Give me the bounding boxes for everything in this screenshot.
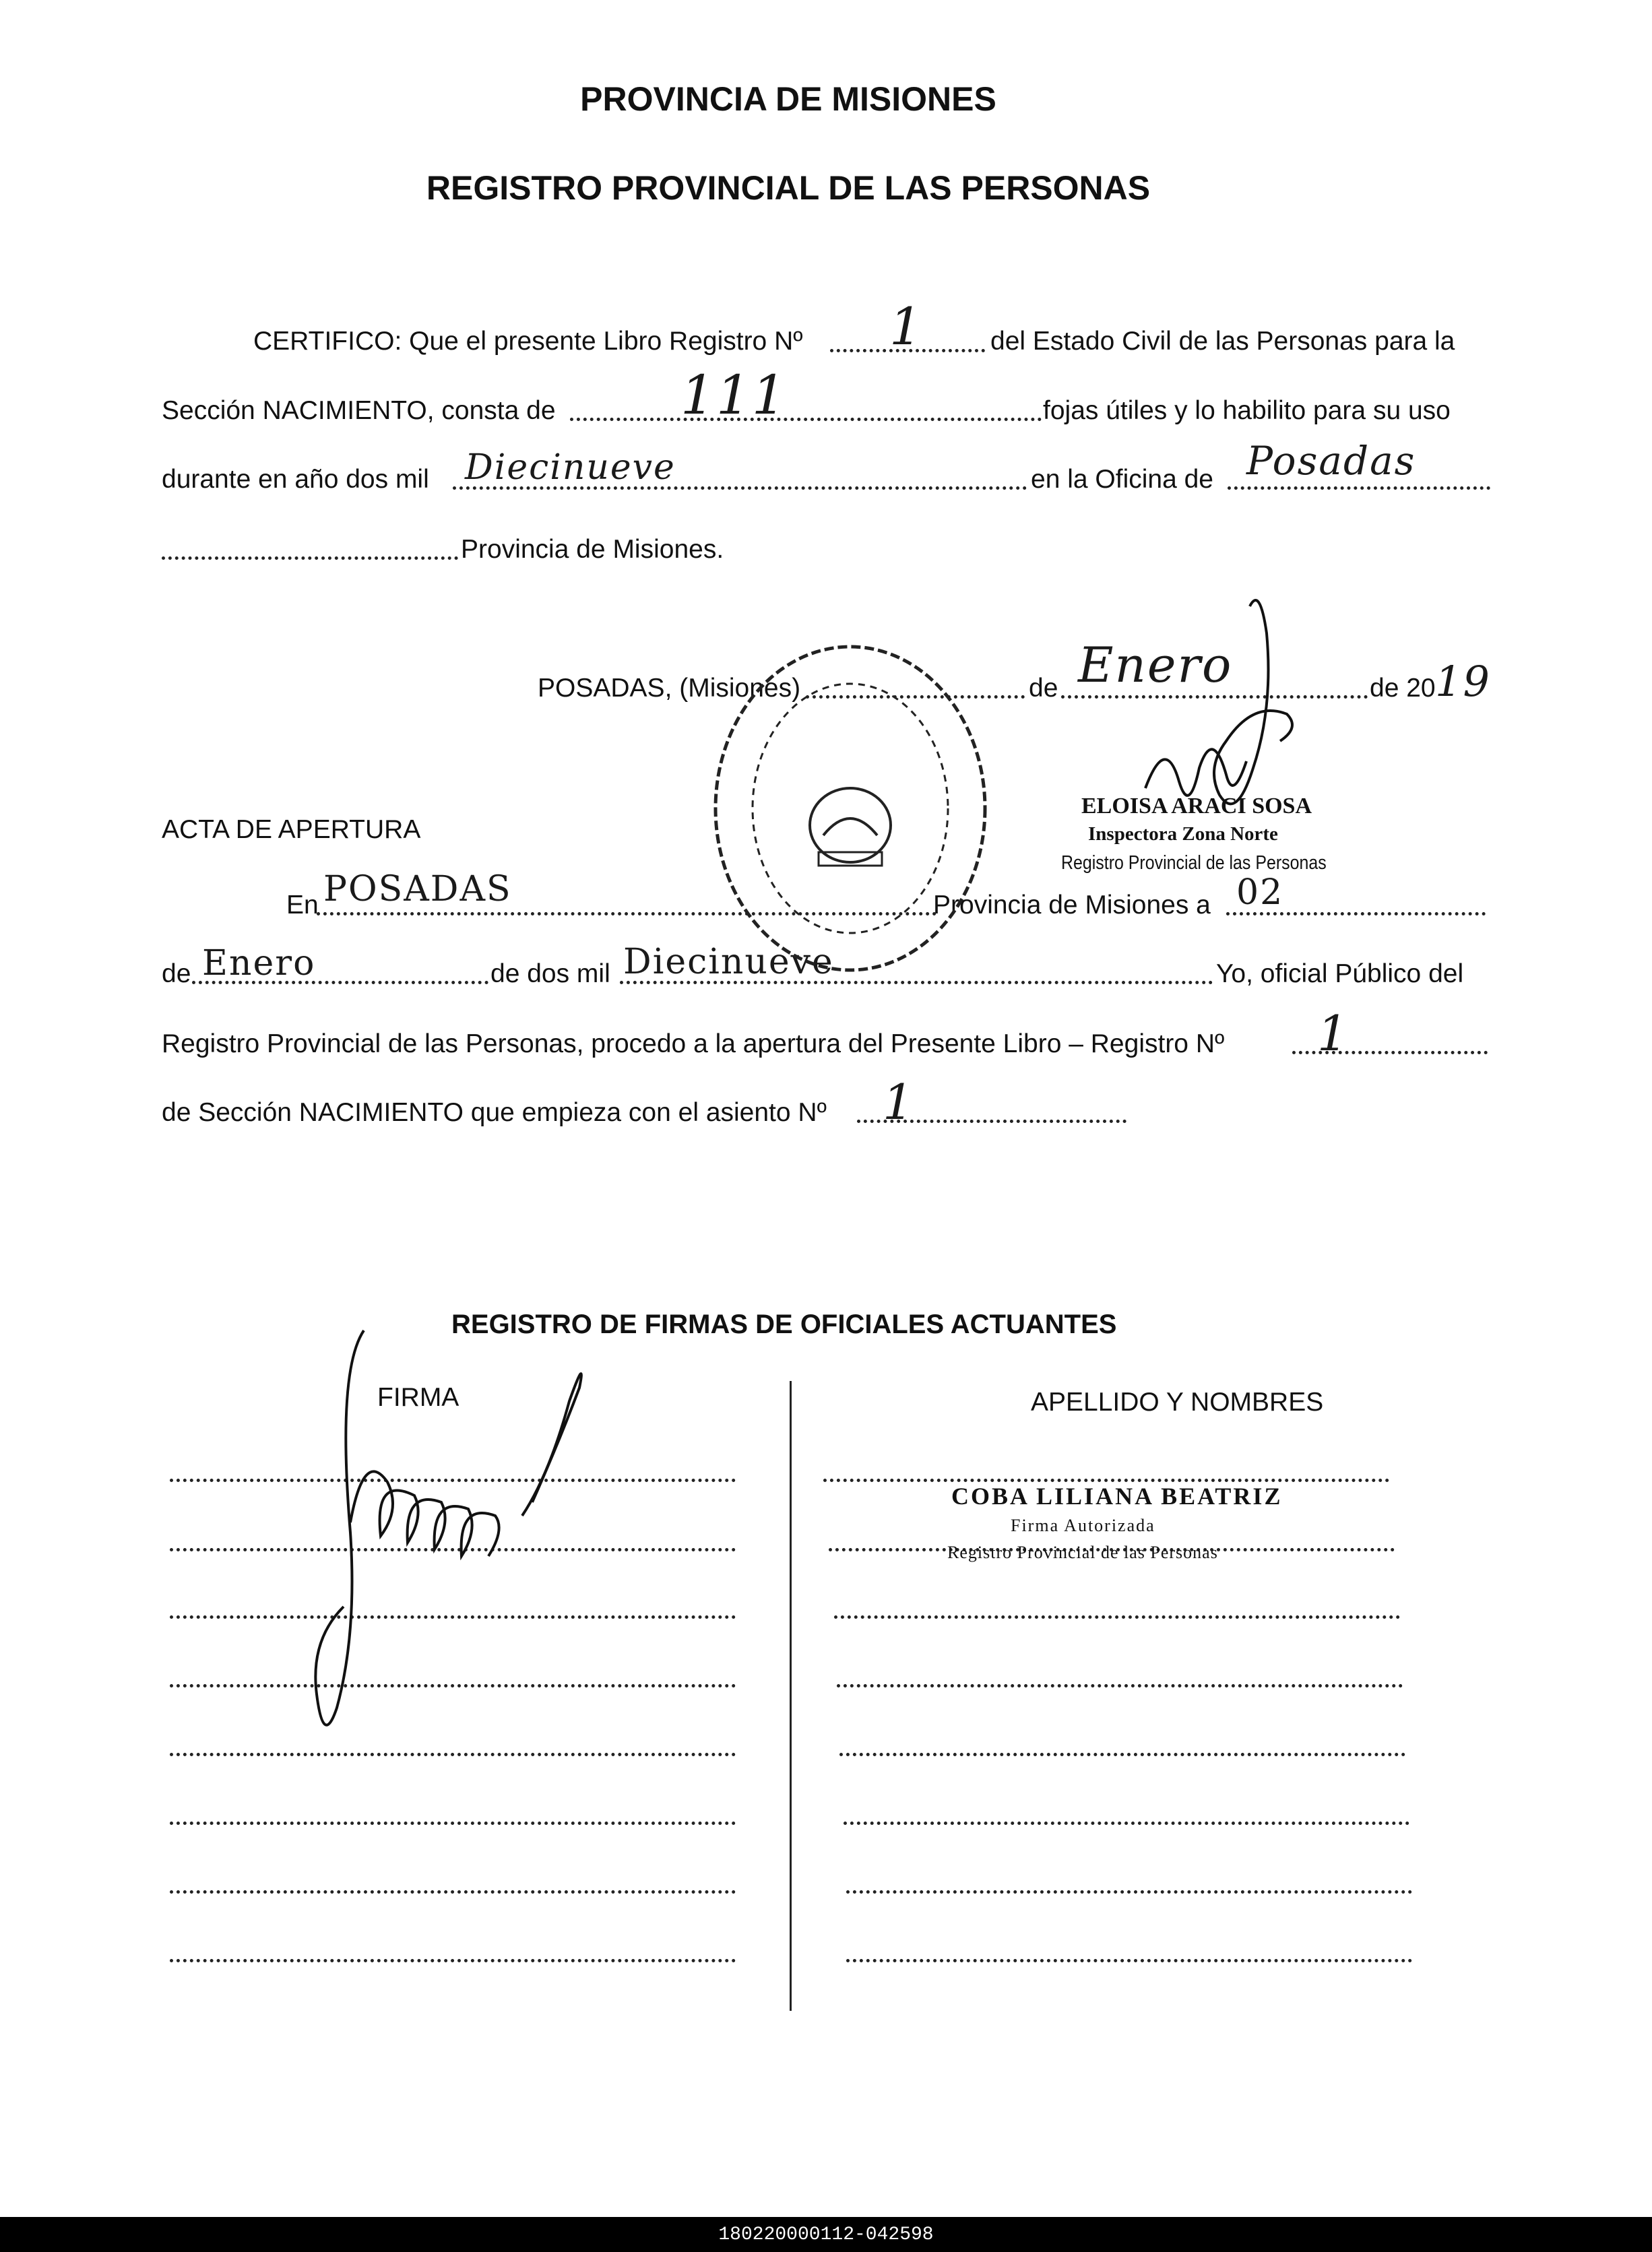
acta-anio: Diecinueve bbox=[623, 942, 834, 982]
inspector-stamp-role: Inspectora Zona Norte bbox=[1088, 823, 1278, 845]
cert-anio: Diecinueve bbox=[465, 447, 676, 488]
official-seal bbox=[716, 647, 985, 970]
cert-place: POSADAS, (Misiones) bbox=[538, 674, 801, 703]
acta-title: ACTA DE APERTURA bbox=[162, 815, 421, 844]
cert-anio-short: 19 bbox=[1435, 657, 1491, 706]
official-stamp-name: COBA LILIANA BEATRIZ bbox=[951, 1483, 1283, 1510]
inspector-signature bbox=[1145, 600, 1292, 804]
acta-en: En bbox=[286, 891, 319, 920]
officer-signature bbox=[315, 1330, 581, 1725]
acta-asiento: 1 bbox=[883, 1074, 915, 1130]
official-stamp-role: Firma Autorizada bbox=[1011, 1516, 1155, 1535]
cert-mes: Enero bbox=[1078, 637, 1233, 693]
document-code-bar bbox=[0, 2217, 1652, 2252]
cert-de1: de bbox=[1029, 674, 1058, 703]
acta-yo: Yo, oficial Público del bbox=[1216, 959, 1464, 988]
registry-title: REGISTRO PROVINCIAL DE LAS PERSONAS bbox=[426, 169, 1151, 207]
cert-line1-b: del Estado Civil de las Personas para la bbox=[990, 327, 1455, 356]
acta-libro-num: 1 bbox=[1317, 1005, 1349, 1062]
province-title: PROVINCIA DE MISIONES bbox=[580, 80, 996, 118]
acta-de: de bbox=[162, 959, 191, 988]
firmas-col-nombres: APELLIDO Y NOMBRES bbox=[1031, 1388, 1324, 1417]
acta-lugar: POSADAS bbox=[323, 869, 512, 909]
acta-de-dos-mil: de dos mil bbox=[490, 959, 610, 988]
cert-oficina: Posadas bbox=[1246, 438, 1416, 484]
firmas-col-firma: FIRMA bbox=[377, 1383, 459, 1412]
official-stamp-office: Registro Provincial de las Personas bbox=[947, 1543, 1218, 1562]
cert-line2-b: fojas útiles y lo habilito para su uso bbox=[1043, 396, 1451, 425]
acta-line3: Registro Provincial de las Personas, procedo a la apertura del Presente Libro – Registro Nº bbox=[162, 1029, 1225, 1058]
cert-libro-num: 1 bbox=[889, 296, 924, 356]
firmas-title: REGISTRO DE FIRMAS DE OFICIALES ACTUANTES bbox=[451, 1310, 1117, 1339]
cert-fojas: 111 bbox=[680, 364, 788, 426]
cert-line2-a: Sección NACIMIENTO, consta de bbox=[162, 396, 556, 425]
inspector-stamp-name: ELOISA ARACI SOSA bbox=[1081, 794, 1312, 818]
cert-line3-b: en la Oficina de bbox=[1031, 465, 1214, 494]
cert-line4: Provincia de Misiones. bbox=[461, 535, 724, 564]
acta-provincia: Provincia de Misiones a bbox=[933, 891, 1211, 920]
acta-line4: de Sección NACIMIENTO que empieza con el asiento Nº bbox=[162, 1098, 827, 1127]
document-code: 180220000112-042598 bbox=[718, 2224, 934, 2245]
acta-mes: Enero bbox=[202, 943, 316, 984]
cert-line3-a: durante en año dos mil bbox=[162, 465, 429, 494]
acta-dia: 02 bbox=[1236, 872, 1284, 913]
cert-de2: de 20 bbox=[1370, 674, 1436, 703]
cert-line1-a: CERTIFICO: Que el presente Libro Registro Nº bbox=[253, 327, 803, 356]
inspector-stamp-office: Registro Provincial de las Personas bbox=[1061, 852, 1327, 874]
